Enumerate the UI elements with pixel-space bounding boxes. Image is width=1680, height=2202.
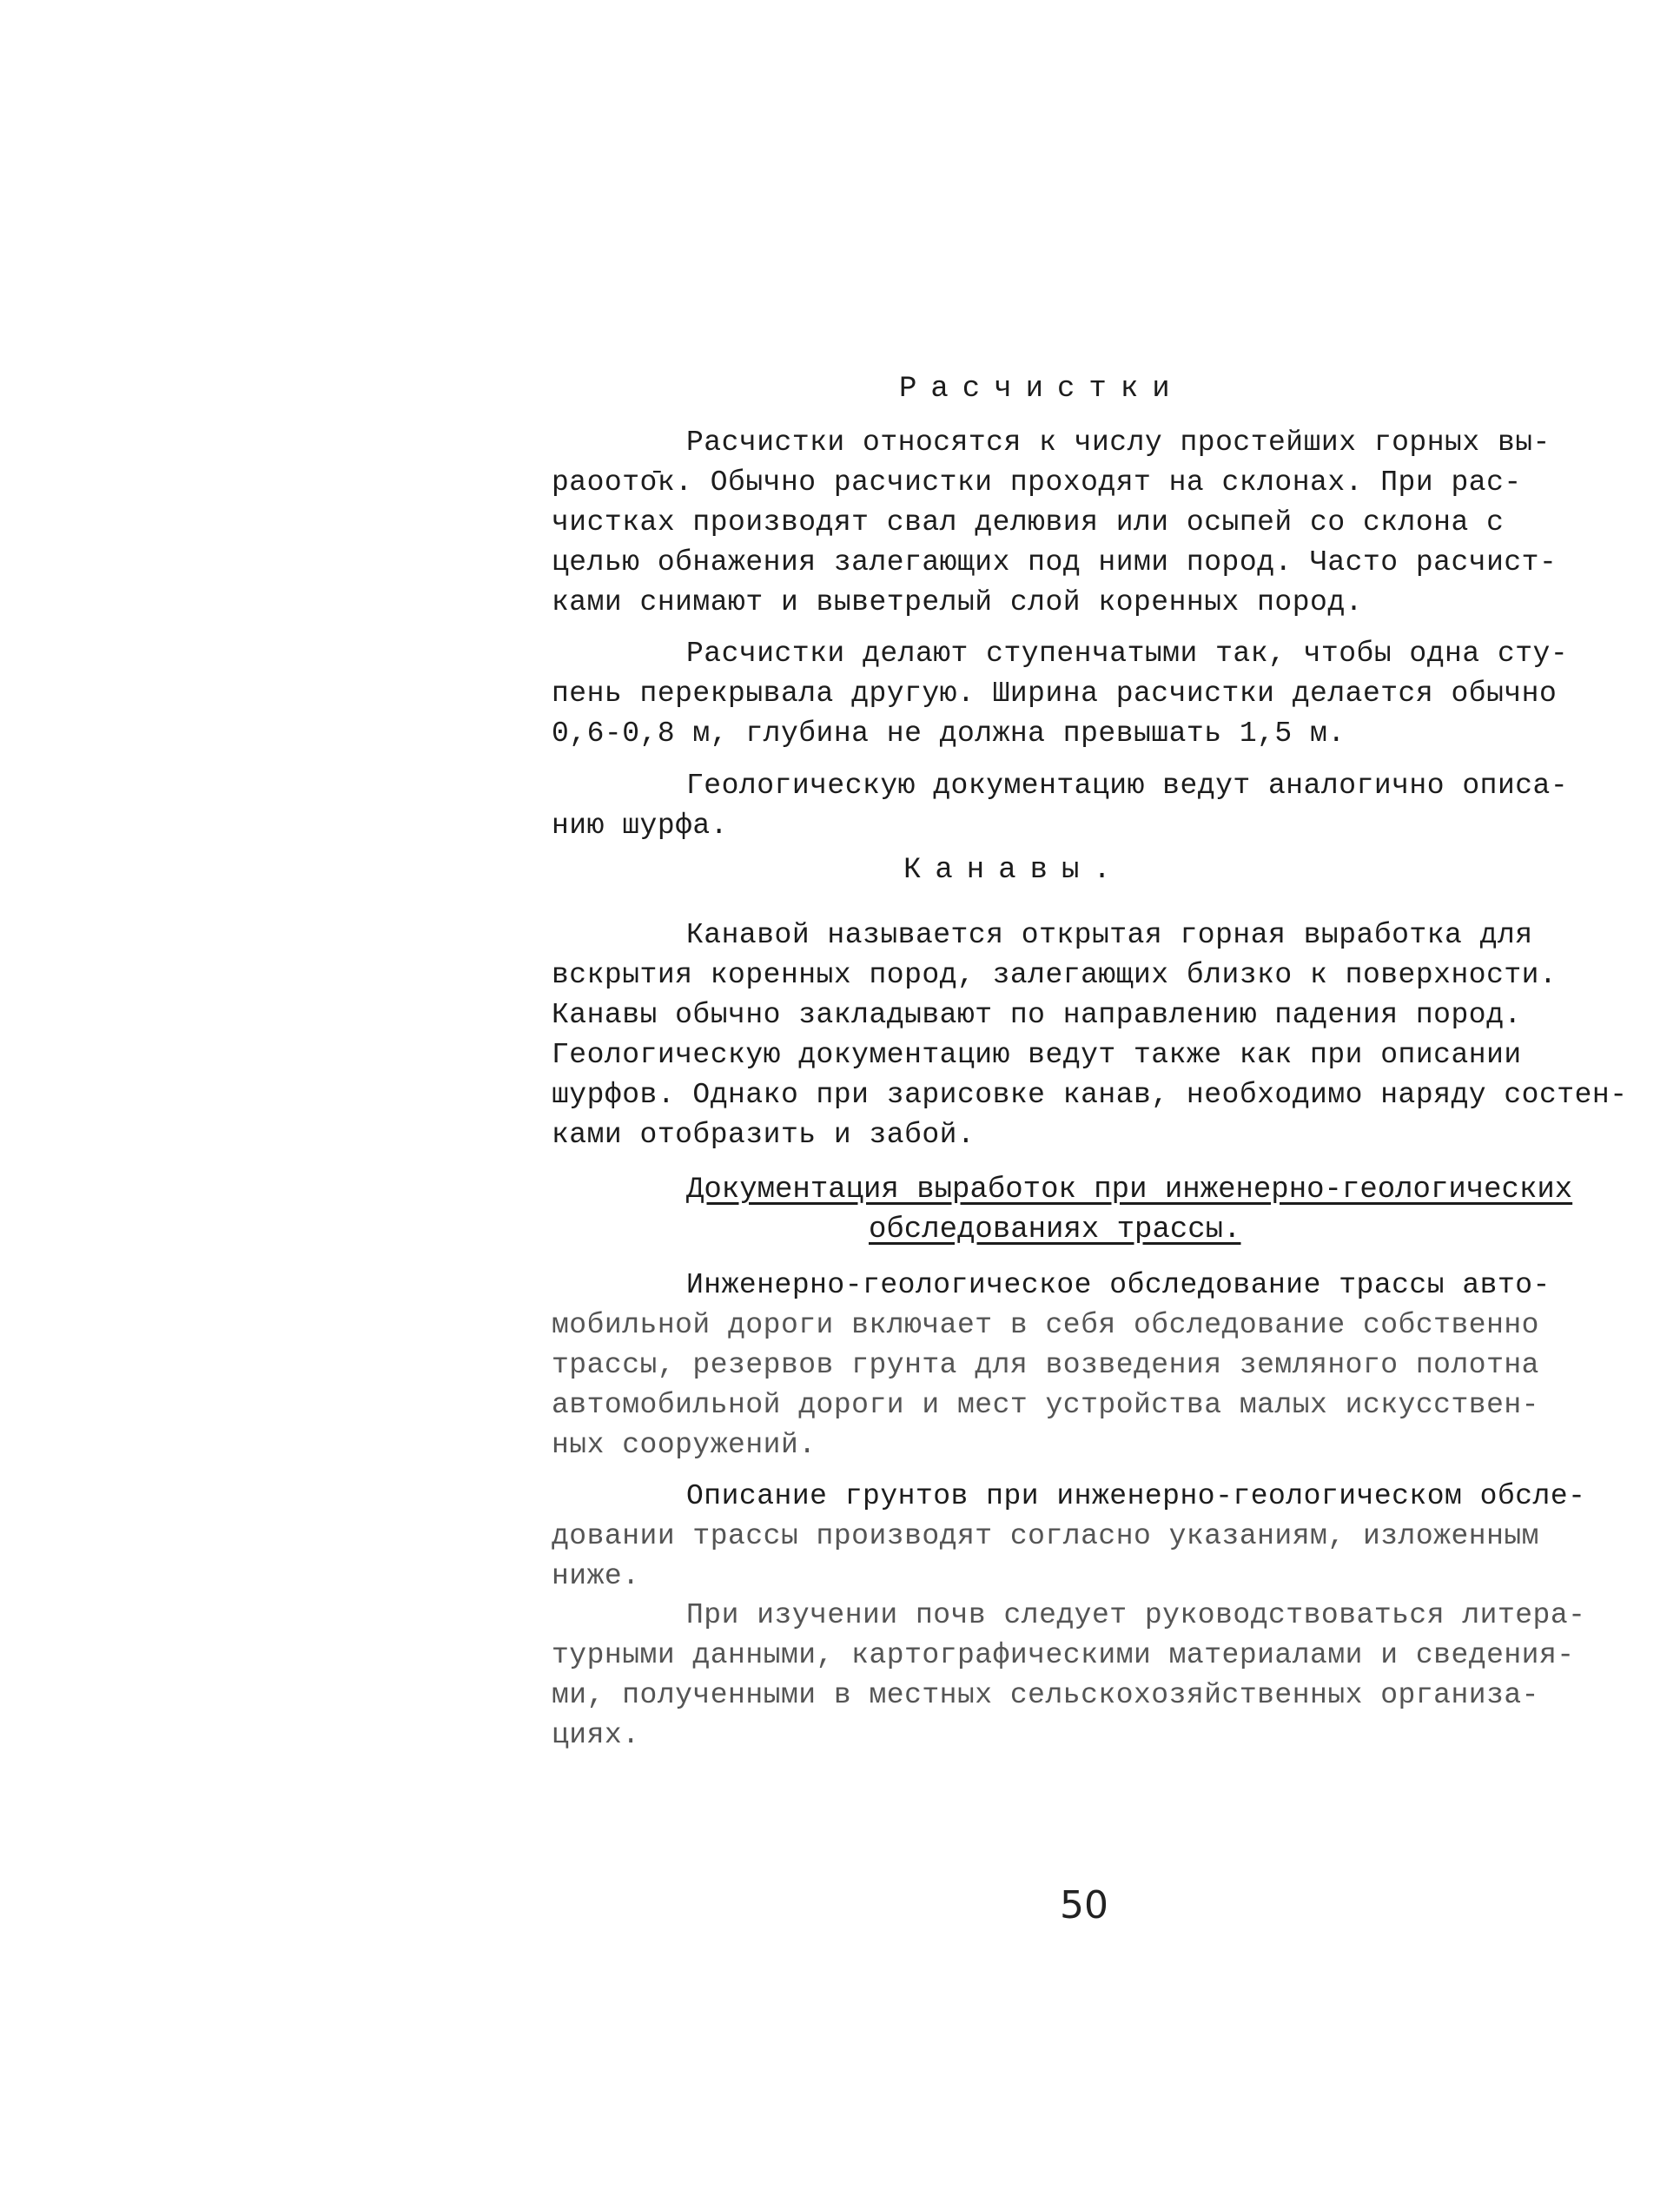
paragraph-line: При изучении почв следует руководствоваться литера- bbox=[686, 1599, 1586, 1631]
section-heading-raschistki: Расчистки bbox=[899, 373, 1184, 406]
paragraph-line: пень перекрывала другую. Ширина расчистки делается обычно bbox=[552, 678, 1558, 710]
paragraph-line: ками отобразить и забой. bbox=[552, 1119, 976, 1151]
paragraph-line: циях. bbox=[552, 1719, 640, 1751]
paragraph-line: 0,6-0,8 м, глубина не должна превышать 1,5 м. bbox=[552, 717, 1346, 750]
paragraph-line: Геологическую документацию ведут также как при описании bbox=[552, 1039, 1522, 1071]
paragraph-line: вскрытия коренных пород, залегающих близко к поверхности. bbox=[552, 959, 1558, 991]
paragraph-line: мобильной дороги включает в себя обследование собственно bbox=[552, 1309, 1539, 1341]
section-heading-documentation: Документация выработок при инженерно-геологических bbox=[686, 1174, 1573, 1207]
paragraph-line: ниже. bbox=[552, 1560, 640, 1592]
section-heading-kanavy: Канавы. bbox=[903, 854, 1125, 887]
paragraph-line: Описание грунтов при инженерно-геологическом обсле- bbox=[686, 1480, 1586, 1512]
paragraph-line: ками снимают и выветрелый слой коренных пород. bbox=[552, 586, 1363, 618]
paragraph-line: раоото̄к. Обычно расчистки проходят на склонах. При рас- bbox=[552, 466, 1522, 499]
paragraph-line: трассы, резервов грунта для возведения земляного полотна bbox=[552, 1349, 1539, 1381]
paragraph-line: Канавы обычно закладывают по направлению падения пород. bbox=[552, 999, 1522, 1031]
paragraph-line: шурфов. Однако при зарисовке канав, необходимо наряду состен- bbox=[552, 1079, 1628, 1111]
paragraph-line: Канавой называется открытая горная выработка для bbox=[686, 919, 1533, 951]
paragraph-line: чистках производят свал делювия или осыпей со склона с bbox=[552, 506, 1505, 539]
paragraph-line: ми, полученными в местных сельскохозяйственных организа- bbox=[552, 1679, 1539, 1711]
paragraph-line: Геологическую документацию ведут аналогично описа- bbox=[686, 770, 1569, 802]
paragraph-line: довании трассы производят согласно указаниям, изложенным bbox=[552, 1520, 1539, 1552]
paragraph-line: турными данными, картографическими материалами и сведения- bbox=[552, 1639, 1575, 1671]
paragraph-line: Инженерно-геологическое обследование трассы авто- bbox=[686, 1269, 1551, 1301]
paragraph-line: нию шурфа. bbox=[552, 810, 729, 842]
paragraph-line: Расчистки делают ступенчатыми так, чтобы одна сту- bbox=[686, 638, 1569, 670]
paragraph-line: Расчистки относятся к числу простейших горных вы- bbox=[686, 427, 1551, 459]
page-number: 50 bbox=[1060, 1883, 1108, 1928]
section-heading-documentation-line2: обследованиях трассы. bbox=[869, 1213, 1241, 1246]
paragraph-line: автомобильной дороги и мест устройства малых искусствен- bbox=[552, 1389, 1539, 1421]
paragraph-line: ных сооружений. bbox=[552, 1429, 817, 1461]
paragraph-line: целью обнажения залегающих под ними пород. Часто расчист- bbox=[552, 546, 1558, 579]
